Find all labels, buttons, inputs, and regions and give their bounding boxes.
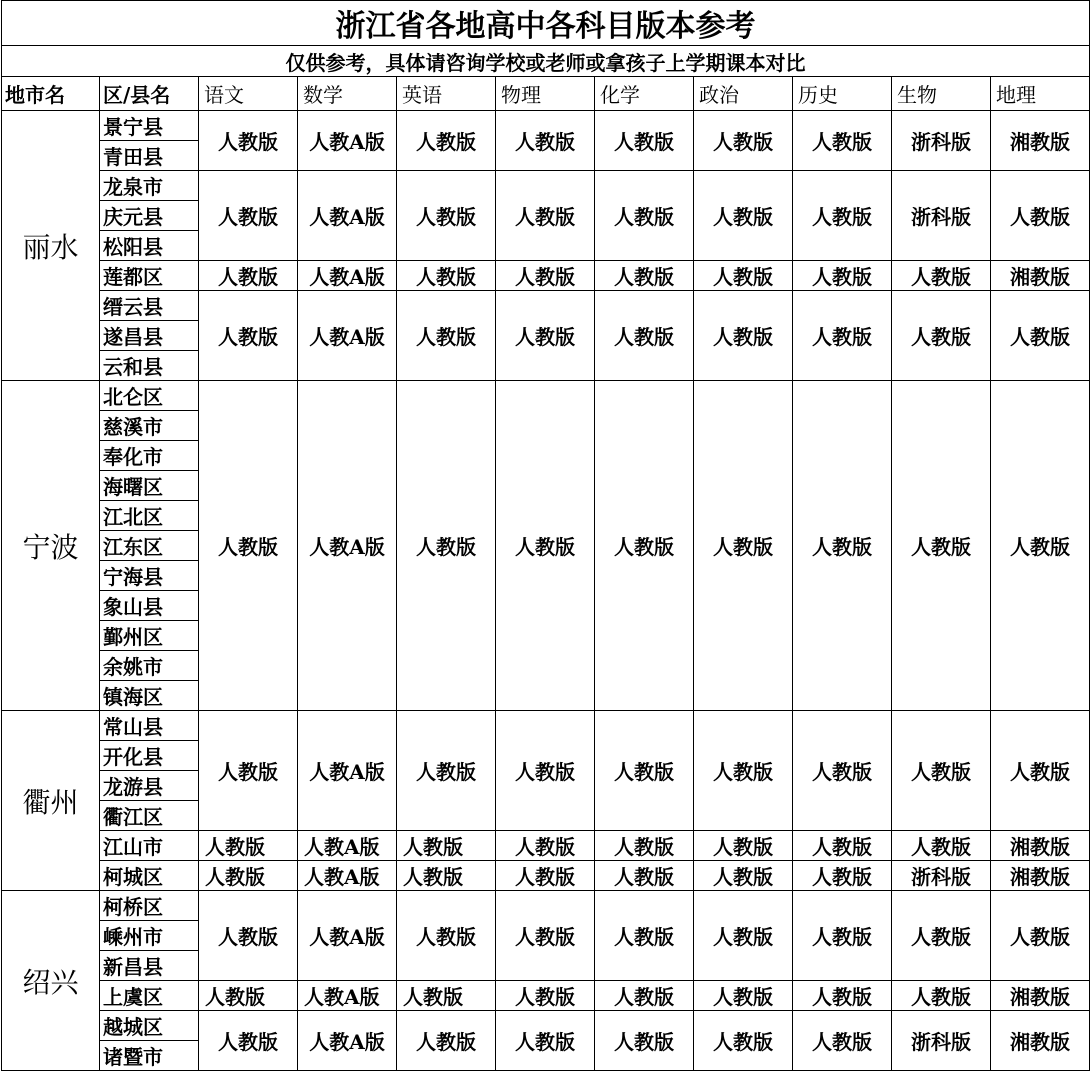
edition-cell: 人教A版	[298, 171, 397, 261]
edition-cell: 人教版	[892, 261, 991, 291]
county-name: 诸暨市	[100, 1041, 199, 1071]
county-name: 青田县	[100, 141, 199, 171]
edition-cell: 人教版	[595, 981, 694, 1011]
edition-cell: 人教版	[595, 831, 694, 861]
edition-cell: 人教A版	[298, 261, 397, 291]
edition-cell: 人教版	[892, 291, 991, 381]
county-name: 越城区	[100, 1011, 199, 1041]
edition-cell: 人教版	[793, 381, 892, 711]
edition-cell: 人教版	[793, 861, 892, 891]
edition-cell: 人教版	[595, 291, 694, 381]
county-name: 松阳县	[100, 231, 199, 261]
county-name: 莲都区	[100, 261, 199, 291]
table-row	[2, 111, 1090, 141]
county-name: 镇海区	[100, 681, 199, 711]
edition-cell: 人教版	[595, 711, 694, 831]
edition-cell: 人教版	[694, 711, 793, 831]
county-name: 江东区	[100, 531, 199, 561]
county-name: 余姚市	[100, 651, 199, 681]
header-city: 地市名	[2, 77, 100, 111]
county-name: 江山市	[100, 831, 199, 861]
header-county: 区/县名	[100, 77, 199, 111]
edition-cell: 人教版	[694, 861, 793, 891]
edition-cell: 人教A版	[298, 831, 397, 861]
edition-cell: 人教版	[694, 831, 793, 861]
edition-cell: 人教版	[496, 711, 595, 831]
county-name: 常山县	[100, 711, 199, 741]
edition-cell: 人教版	[199, 291, 298, 381]
header-subject: 地理	[991, 77, 1090, 111]
edition-cell: 人教版	[496, 861, 595, 891]
edition-cell: 人教版	[199, 861, 298, 891]
edition-cell: 人教版	[496, 111, 595, 171]
edition-cell: 人教版	[991, 891, 1090, 981]
edition-cell: 人教版	[694, 261, 793, 291]
edition-cell: 人教版	[496, 981, 595, 1011]
edition-cell: 人教版	[793, 831, 892, 861]
county-name: 慈溪市	[100, 411, 199, 441]
county-name: 龙泉市	[100, 171, 199, 201]
edition-cell: 人教版	[892, 381, 991, 711]
edition-cell: 人教版	[595, 171, 694, 261]
county-name: 柯桥区	[100, 891, 199, 921]
edition-cell: 人教版	[199, 381, 298, 711]
county-name: 象山县	[100, 591, 199, 621]
table-row	[2, 261, 1090, 291]
edition-cell: 人教版	[397, 261, 496, 291]
edition-cell: 湘教版	[991, 861, 1090, 891]
edition-cell: 人教版	[397, 171, 496, 261]
table-row	[2, 1011, 1090, 1041]
edition-cell: 人教版	[199, 171, 298, 261]
edition-cell: 人教版	[397, 861, 496, 891]
edition-cell: 湘教版	[991, 981, 1090, 1011]
edition-cell: 人教版	[595, 1011, 694, 1071]
edition-cell: 人教版	[199, 891, 298, 981]
header-subject: 生物	[892, 77, 991, 111]
edition-cell: 人教版	[793, 711, 892, 831]
county-name: 江北区	[100, 501, 199, 531]
edition-cell: 人教A版	[298, 111, 397, 171]
edition-cell: 人教版	[595, 111, 694, 171]
edition-cell: 人教版	[991, 171, 1090, 261]
table-row	[2, 831, 1090, 861]
edition-cell: 人教版	[496, 381, 595, 711]
edition-cell: 人教版	[496, 891, 595, 981]
edition-cell: 人教版	[397, 291, 496, 381]
city-name: 衢州	[2, 711, 100, 891]
edition-cell: 人教版	[595, 381, 694, 711]
edition-cell: 人教版	[496, 1011, 595, 1071]
edition-cell: 浙科版	[892, 171, 991, 261]
county-name: 上虞区	[100, 981, 199, 1011]
county-name: 柯城区	[100, 861, 199, 891]
table-row	[2, 861, 1090, 891]
page-title: 浙江省各地高中各科目版本参考	[2, 1, 1090, 46]
county-name: 奉化市	[100, 441, 199, 471]
county-name: 缙云县	[100, 291, 199, 321]
county-name: 海曙区	[100, 471, 199, 501]
header-subject: 物理	[496, 77, 595, 111]
edition-cell: 人教版	[199, 1011, 298, 1071]
edition-cell: 人教A版	[298, 1011, 397, 1071]
edition-cell: 人教版	[793, 1011, 892, 1071]
edition-cell: 人教版	[397, 711, 496, 831]
edition-cell: 人教版	[496, 261, 595, 291]
header-subject: 化学	[595, 77, 694, 111]
edition-cell: 人教版	[397, 831, 496, 861]
edition-cell: 人教版	[595, 261, 694, 291]
header-subject: 历史	[793, 77, 892, 111]
header-subject: 语文	[199, 77, 298, 111]
edition-cell: 湘教版	[991, 831, 1090, 861]
edition-cell: 浙科版	[892, 1011, 991, 1071]
edition-cell: 人教版	[595, 861, 694, 891]
county-name: 衢江区	[100, 801, 199, 831]
table-row	[2, 381, 1090, 411]
edition-cell: 人教版	[793, 171, 892, 261]
edition-cell: 人教版	[694, 381, 793, 711]
header-subject: 数学	[298, 77, 397, 111]
header-subject: 政治	[694, 77, 793, 111]
county-name: 遂昌县	[100, 321, 199, 351]
edition-cell: 人教版	[991, 291, 1090, 381]
edition-cell: 人教版	[694, 291, 793, 381]
county-name: 景宁县	[100, 111, 199, 141]
edition-cell: 人教版	[892, 711, 991, 831]
edition-cell: 人教版	[199, 261, 298, 291]
edition-cell: 人教A版	[298, 711, 397, 831]
edition-cell: 人教版	[199, 831, 298, 861]
edition-cell: 人教版	[892, 831, 991, 861]
city-name: 宁波	[2, 381, 100, 711]
edition-cell: 人教版	[793, 891, 892, 981]
edition-cell: 人教版	[793, 981, 892, 1011]
county-name: 嵊州市	[100, 921, 199, 951]
header-row	[2, 77, 1090, 111]
edition-cell: 湘教版	[991, 111, 1090, 171]
edition-cell: 人教版	[694, 111, 793, 171]
edition-cell: 人教版	[991, 381, 1090, 711]
edition-cell: 人教版	[694, 981, 793, 1011]
county-name: 龙游县	[100, 771, 199, 801]
edition-cell: 人教版	[694, 1011, 793, 1071]
edition-table	[1, 0, 1090, 1071]
city-name: 丽水	[2, 111, 100, 381]
edition-cell: 人教版	[793, 111, 892, 171]
edition-cell: 人教A版	[298, 891, 397, 981]
edition-cell: 人教版	[397, 381, 496, 711]
county-name: 庆元县	[100, 201, 199, 231]
county-name: 北仑区	[100, 381, 199, 411]
edition-cell: 人教版	[397, 111, 496, 171]
header-subject: 英语	[397, 77, 496, 111]
table-row	[2, 291, 1090, 321]
edition-cell: 人教版	[397, 981, 496, 1011]
edition-cell: 人教A版	[298, 861, 397, 891]
table-row	[2, 981, 1090, 1011]
table-row	[2, 711, 1090, 741]
edition-cell: 人教版	[793, 291, 892, 381]
edition-cell: 人教版	[991, 711, 1090, 831]
county-name: 云和县	[100, 351, 199, 381]
table-row	[2, 171, 1090, 201]
edition-cell: 人教版	[793, 261, 892, 291]
county-name: 开化县	[100, 741, 199, 771]
edition-cell: 人教版	[199, 711, 298, 831]
county-name: 新昌县	[100, 951, 199, 981]
edition-cell: 人教版	[892, 981, 991, 1011]
edition-cell: 人教版	[397, 891, 496, 981]
edition-cell: 人教版	[694, 891, 793, 981]
edition-cell: 人教A版	[298, 381, 397, 711]
edition-cell: 湘教版	[991, 261, 1090, 291]
edition-cell: 人教版	[892, 891, 991, 981]
edition-cell: 人教版	[595, 891, 694, 981]
edition-cell: 人教版	[694, 171, 793, 261]
county-name: 鄞州区	[100, 621, 199, 651]
edition-cell: 人教版	[496, 831, 595, 861]
edition-cell: 人教版	[496, 171, 595, 261]
table-row	[2, 891, 1090, 921]
edition-cell: 人教版	[496, 291, 595, 381]
edition-cell: 人教版	[397, 1011, 496, 1071]
county-name: 宁海县	[100, 561, 199, 591]
edition-cell: 人教版	[199, 111, 298, 171]
edition-cell: 浙科版	[892, 111, 991, 171]
edition-cell: 人教版	[199, 981, 298, 1011]
page-subtitle: 仅供参考，具体请咨询学校或老师或拿孩子上学期课本对比	[2, 46, 1090, 77]
city-name: 绍兴	[2, 891, 100, 1071]
edition-cell: 湘教版	[991, 1011, 1090, 1071]
edition-cell: 人教A版	[298, 981, 397, 1011]
edition-cell: 浙科版	[892, 861, 991, 891]
edition-cell: 人教A版	[298, 291, 397, 381]
